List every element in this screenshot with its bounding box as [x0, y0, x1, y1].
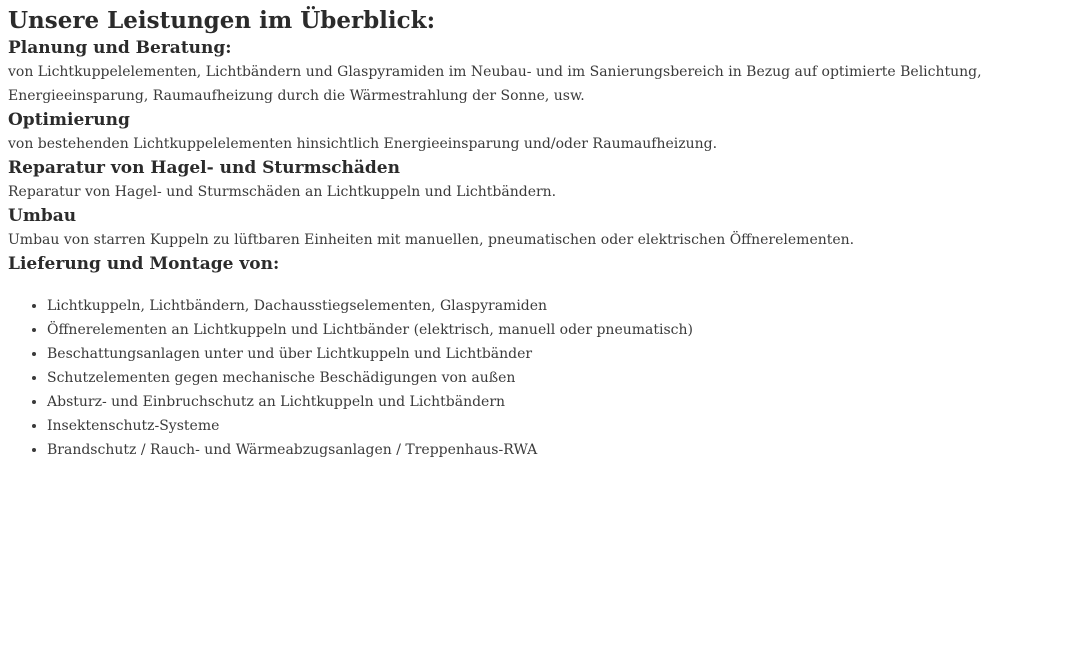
section-heading-reparatur: Reparatur von Hagel- und Sturmschäden — [8, 158, 400, 178]
list-item: • Lichtkuppeln, Lichtbändern, Dachausstiegselementen, Glaspyramiden — [47, 294, 1072, 318]
section-heading-umbau: Umbau — [8, 206, 77, 226]
section-text-optimierung: von bestehenden Lichtkuppelelementen hinsichtlich Energieeinsparung und/oder Raumaufheizung. — [8, 136, 718, 152]
list-item: • Absturz- und Einbruchschutz an Lichtkuppeln und Lichtbändern — [47, 390, 1072, 414]
section-heading-lieferung: Lieferung und Montage von: — [8, 254, 280, 274]
list-item: • Brandschutz / Rauch- und Wärmeabzugsanlagen / Treppenhaus-RWA — [47, 438, 1072, 462]
section-text-planung-line-1: von Lichtkuppelelementen, Lichtbändern und Glaspyramiden im Neubau- und im Sanierungsbereich in Bezug auf optimierte Belichtung, — [8, 64, 982, 80]
section-heading-optimierung: Optimierung — [8, 110, 130, 130]
page-title: Unsere Leistungen im Überblick: — [8, 7, 436, 34]
list-item: • Schutzelementen gegen mechanische Beschädigungen von außen — [47, 366, 1072, 390]
section-text-planung-line-2: Energieeinsparung, Raumaufheizung durch die Wärmestrahlung der Sonne, usw. — [8, 88, 585, 104]
section-text-umbau: Umbau von starren Kuppeln zu lüftbaren Einheiten mit manuellen, pneumatischen oder elektrischen Öffnerelementen. — [8, 232, 855, 248]
list-item: • Öffnerelementen an Lichtkuppeln und Lichtbänder (elektrisch, manuell oder pneumatisch) — [47, 318, 1072, 342]
section-heading-planung: Planung und Beratung: — [8, 38, 232, 58]
section-text-planung — [8, 60, 1072, 108]
section-text-reparatur: Reparatur von Hagel- und Sturmschäden an Lichtkuppeln und Lichtbändern. — [8, 184, 557, 200]
delivery-list — [8, 294, 1072, 462]
list-item: • Insektenschutz-Systeme — [47, 414, 1072, 438]
list-item: • Beschattungsanlagen unter und über Lichtkuppeln und Lichtbänder — [47, 342, 1072, 366]
